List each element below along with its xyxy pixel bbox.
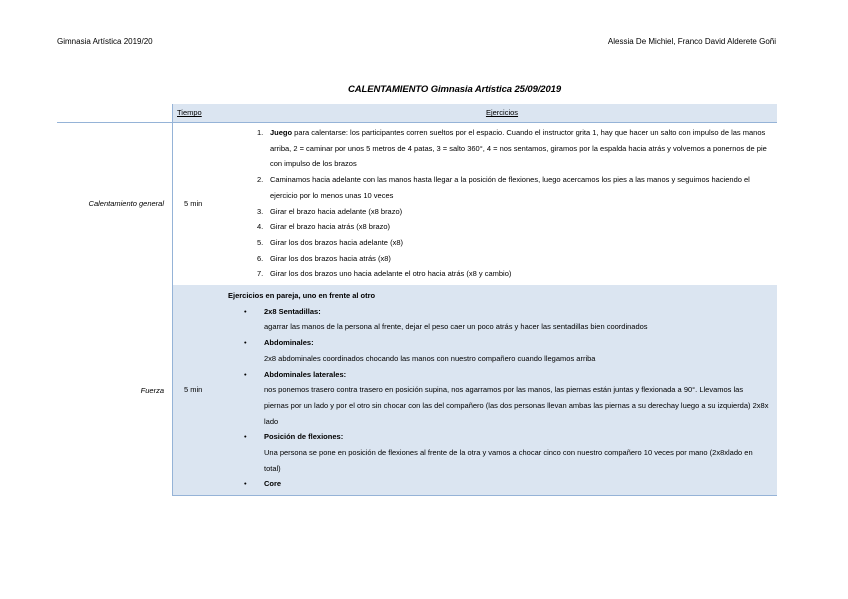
table-row bbox=[57, 123, 777, 286]
list-item: 1. Juego para calentarse: los participantes corren sueltos por el espacio. Cuando el instructor grita 1, hay que hacer un salto con impulso de las manos arriba, 2 = caminar por unos 5 metros de 4 patas, 3 = salto 360°, 4 = nos sentamos, giramos por la espalda hacia atrás y volvemos a ponernos de pie con impulso de los brazos bbox=[257, 128, 767, 169]
header-blank-cell bbox=[57, 104, 173, 123]
header-right: Alessia De Michiel, Franco David Alderete Goñi bbox=[607, 37, 776, 46]
list-item: 3. Girar el brazo hacia adelante (x8 brazo) bbox=[257, 206, 403, 216]
list-item: • Abdominales laterales: nos ponemos trasero contra trasero en posición supina, nos agarramos por las manos, las piernas están juntas y flexionada a 90°. Llevamos las piernas por un lado y por el otro sin chocar con las del compañero (las dos personas llevan ambas las piernas a su derechay luego a su izquierda) 2x8x lado bbox=[244, 369, 769, 426]
page-title: CALENTAMIENTO Gimnasia Artística 25/09/2019 bbox=[348, 84, 562, 95]
list-item: • 2x8 Sentadillas: agarrar las manos de la persona al frente, dejar el peso caer un poco atrás y hacer las sentadillas bien coordinados bbox=[244, 306, 648, 332]
table-row bbox=[57, 285, 777, 496]
list-item: • Core bbox=[244, 479, 282, 489]
list-item: 7. Girar los dos brazos uno hacia adelante el otro hacia atrás (x8 y cambio) bbox=[257, 269, 512, 279]
row-time: 5 min bbox=[173, 123, 228, 286]
header-time: Tiempo bbox=[173, 104, 228, 123]
row-time: 5 min bbox=[173, 285, 228, 496]
pair-exercises-intro: Ejercicios en pareja, uno en frente al otro bbox=[228, 291, 376, 301]
exercise-bullets bbox=[229, 304, 769, 492]
header-left: Gimnasia Artística 2019/20 bbox=[57, 37, 153, 46]
header-exercises: Ejercicios bbox=[227, 104, 777, 123]
exercise-list bbox=[235, 125, 769, 282]
list-item: 6. Girar los dos brazos hacia atrás (x8) bbox=[257, 253, 391, 263]
list-item: • Abdominales: 2x8 abdominales coordinados chocando las manos con nuestro compañero cuando llegamos arriba bbox=[244, 338, 596, 363]
list-item: 4. Girar el brazo hacia atrás (x8 brazo) bbox=[257, 222, 391, 232]
list-item: 2. Caminamos hacia adelante con las manos hasta llegar a la posición de flexiones, luego acercamos los pies a las manos y seguimos haciendo el ejercicio por lo menos unas 10 veces bbox=[257, 175, 750, 200]
row-label: Calentamiento general bbox=[57, 123, 173, 286]
row-label: Fuerza bbox=[140, 385, 164, 395]
list-item: 5. Girar los dos brazos hacia adelante (x8) bbox=[257, 237, 403, 247]
list-item: • Posición de flexiones: Una persona se pone en posición de flexiones al frente de la otra y vamos a chocar cinco con nuestro compañero 10 veces por mano (2x8xlado en total) bbox=[244, 432, 753, 473]
exercise-table bbox=[57, 104, 777, 496]
exercise-cell bbox=[227, 285, 777, 496]
table-header-row bbox=[57, 104, 777, 123]
exercise-cell bbox=[227, 123, 777, 286]
